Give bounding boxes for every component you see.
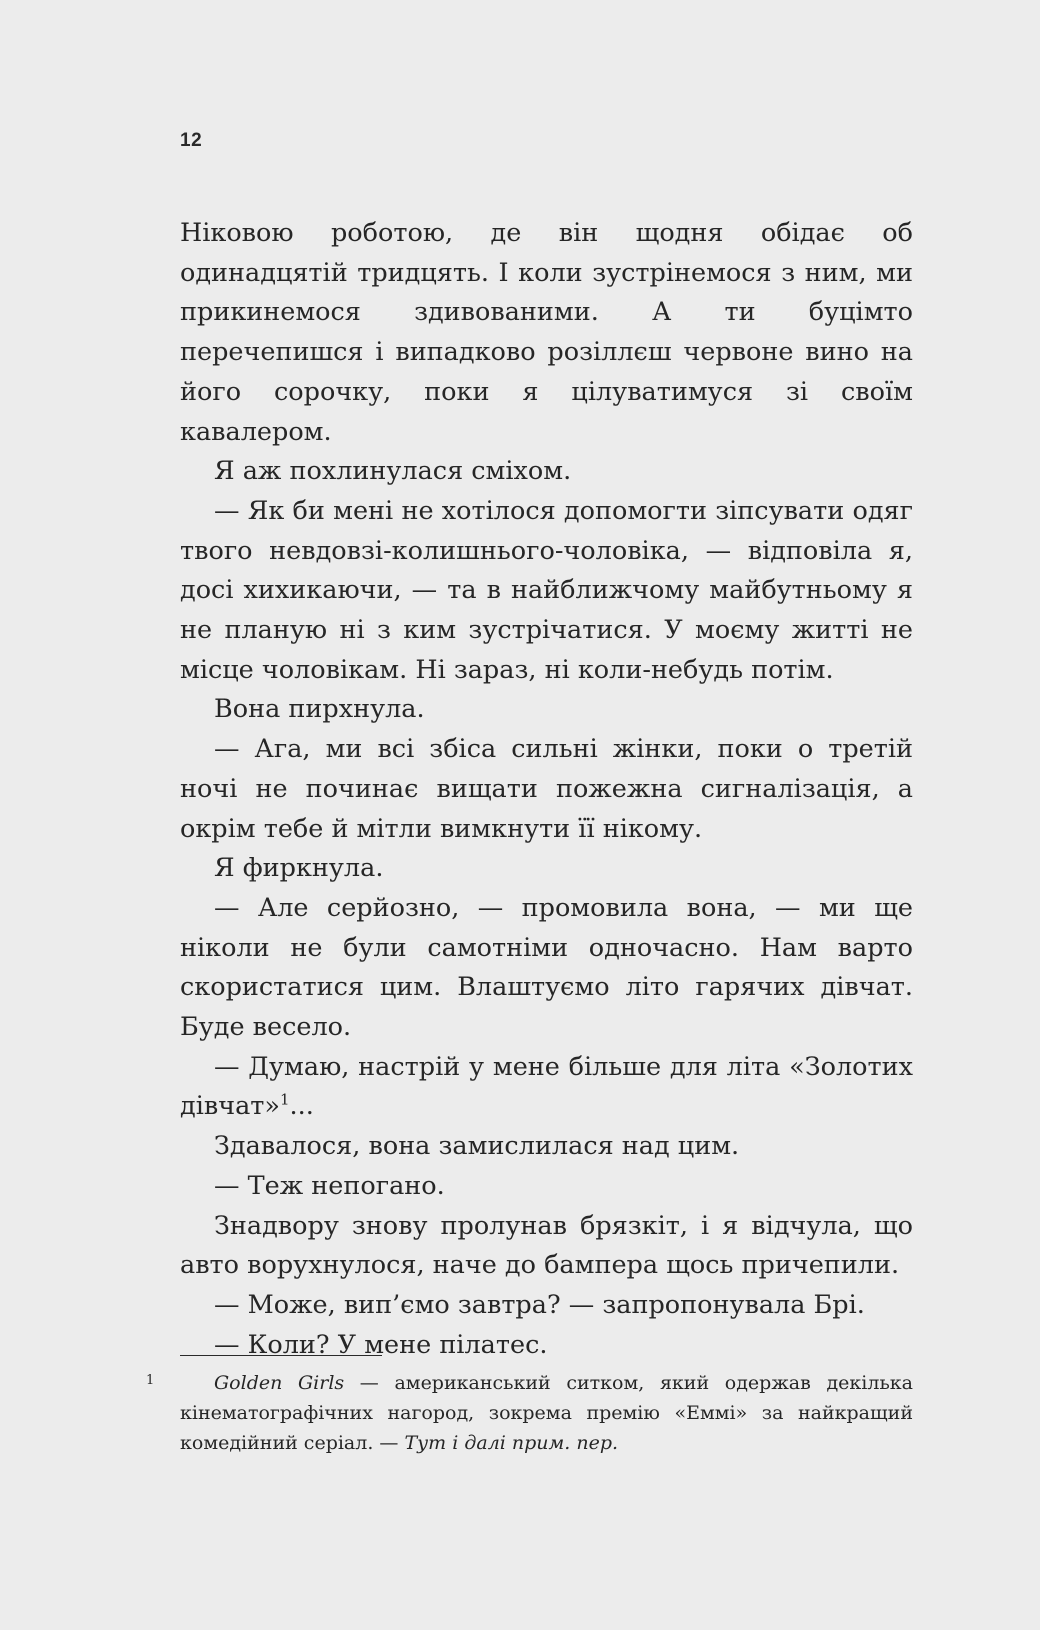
paragraph: — Як би мені не хотілося допомогти зіпсувати одяг твого невдовзі-колишнього-чоловіка, — відповіла я, досі хихикаючи, — та в найближчому майбутньому я не планую ні з ким зустрічатися. У моєму житті не місце чоловікам. Ні зараз, ні коли-небудь потім. [180,495,913,685]
paragraph: — Теж непогано. [214,1170,445,1201]
paragraph: — Коли? У мене пілатес. [214,1329,548,1360]
page-number: 12 [180,130,203,151]
ellipsis: ... [289,1091,314,1122]
paragraph-with-footnote [180,1048,913,1127]
paragraph: Я аж похлинулася сміхом. [214,456,572,487]
footnote-paragraph [146,1368,913,1458]
paragraph: Я фиркнула. [214,853,384,884]
footnote-number: 1 [146,1373,155,1388]
paragraph-text: — Думаю, настрій у мене більше для літа «Золотих дівчат» [180,1051,913,1122]
paragraph: — Може, вип’ємо завтра? — запропонувала Брі. [214,1289,865,1320]
paragraph: Знадвору знову пролунав брязкіт, і я відчула, що авто ворухнулося, наче до бампера щось причепили. [180,1210,913,1281]
paragraph: Здавалося, вона замислилася над цим. [214,1131,740,1162]
body-text [180,214,913,1365]
paragraph: Вона пирхнула. [214,694,425,725]
footnote-note: Тут і далі прим. пер. [404,1432,619,1454]
paragraph: — Але серйозно, — промовила вона, — ми ще ніколи не були самотніми одночасно. Нам варто скористатися цим. Влаштуємо літо гарячих дівчат. Буде весело. [180,892,913,1043]
paragraph: — Ага, ми всі збіса сильні жінки, поки о третій ночі не починає вищати пожежна сигналізація, а окрім тебе й мітли вимкнути її нікому. [180,734,913,844]
paragraph: Ніковою роботою, де він щодня обідає об одинадцятій тридцять. І коли зустрінемося з ним, ми прикинемося здивованими. А ти буцімто перечепишся і випадково розіллєш червоне вино на його сорочку, поки я цілуватимуся зі своїм кавалером. [180,218,913,447]
footnote-reference: 1 [279,1090,290,1109]
footnote-title: Golden Girls [214,1372,345,1394]
footnote-divider [180,1355,382,1356]
footnote [146,1368,913,1458]
footnote-text: — американський ситком, який одержав декілька кінематографічних нагород, зокрема премію «Еммі» за найкращий комедійний серіал. — [180,1372,913,1454]
